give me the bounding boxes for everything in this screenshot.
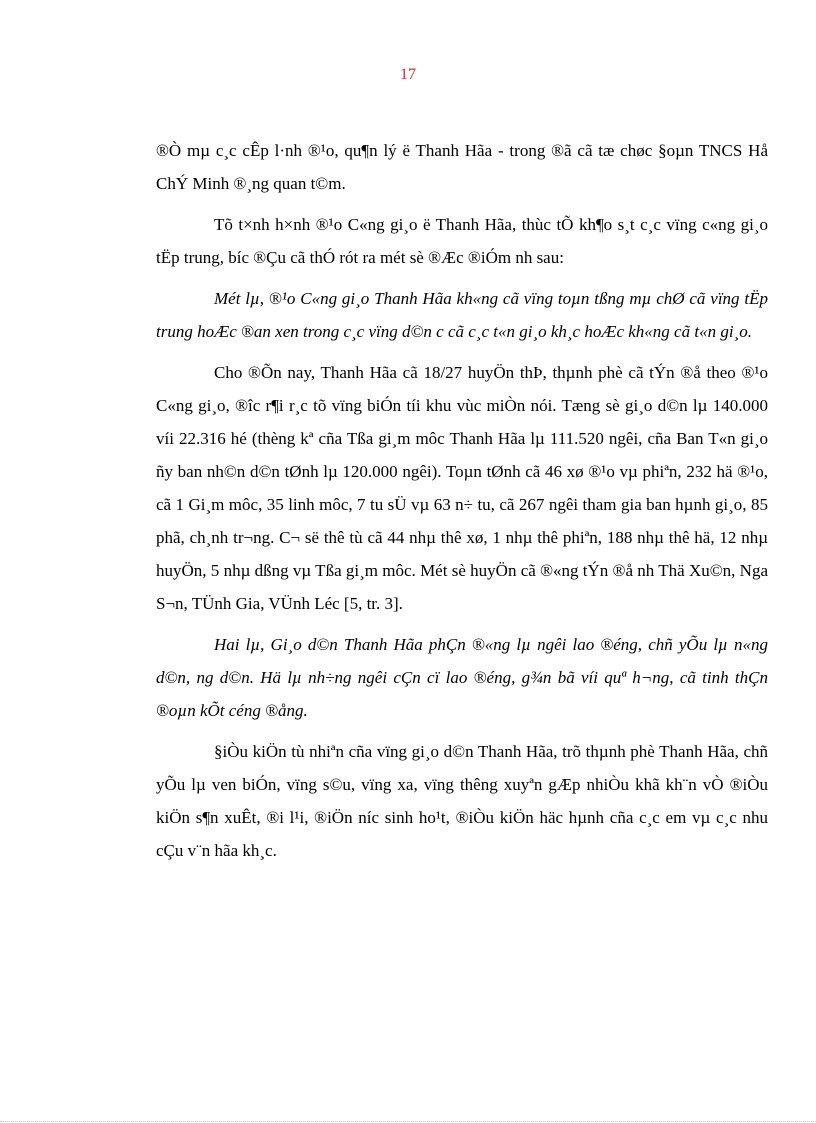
paragraph-intro: Tõ t×nh h×nh ®¹o C«ng gi¸o ë Thanh Hãa, thùc tÕ kh¶o s¸t c¸c vïng c«ng gi¸o tËp trung, bíc ®Çu cã thÓ rót ra mét sè ®Æc ®iÓm nh sau: xyxy=(156,215,768,267)
paragraph-conditions: §iÒu kiÖn tù nhiªn cña vïng gi¸o d©n Thanh Hãa, trõ thµnh phè Thanh Hãa, chñ yÕu lµ ven biÓn, vïng s©u, vïng xa, vïng thêng xuyªn gÆp nhiÒu khã kh¨n vÒ ®iÒu kiÖn s¶n xuÊt, ®i l¹i, ®iÖn níc sinh ho¹t, ®iÒu kiÖn häc hµnh cña c¸c em vµ c¸c nhu cÇu v¨n hãa kh¸c. xyxy=(156,742,768,860)
paragraph-point-one: Mét lµ, ®¹o C«ng gi¸o Thanh Hãa kh«ng cã vïng toµn tßng mµ chØ cã vïng tËp trung hoÆc ®an xen trong c¸c vïng d©n c cã c¸c t«n gi¸o kh¸c hoÆc kh«ng cã t«n gi¸o. xyxy=(156,289,768,341)
paragraph-statistics: Cho ®Õn nay, Thanh Hãa cã 18/27 huyÖn thÞ, thµnh phè cã tÝn ®å theo ®¹o C«ng gi¸o, ®îc r¶i r¸c tõ vïng biÓn tíi khu vùc miÒn nói. Tæng sè gi¸o d©n lµ 140.000 víi 22.316 hé (thèng kª cña Tßa gi¸m môc Thanh Hãa lµ 111.520 ngêi, cña Ban T«n gi¸o ñy ban nh©n d©n tØnh lµ 120.000 ngêi). Toµn tØnh cã 46 xø ®¹o vµ phiªn, 232 hä ®¹o, cã 1 Gi¸m môc, 35 linh môc, 7 tu sÜ vµ 63 n÷ tu, cã 267 ngêi tham gia ban hµnh gi¸o, 85 phã, ch¸nh tr¬ng. C¬ së thê tù cã 44 nhµ thê xø, 1 nhµ thê phiªn, 188 nhµ thê hä, 12 nhµ huyÖn, 5 nhµ dßng vµ Tßa gi¸m môc. Mét sè huyÖn cã ®«ng tÝn ®å nh Thä Xu©n, Nga S¬n, TÜnh Gia, VÜnh Léc [5, tr. 3]. xyxy=(156,363,768,613)
page-number-text: 17 xyxy=(400,66,416,83)
body-text xyxy=(156,134,768,875)
page-number xyxy=(0,66,816,84)
paragraph-continued: ®Ò mµ c¸c cÊp l·nh ®¹o, qu¶n lý ë Thanh Hãa - trong ®ã cã tæ chøc §oµn TNCS Hå ChÝ Minh ®¸ng quan t©m. xyxy=(156,141,768,193)
paragraph-point-two: Hai lµ, Gi¸o d©n Thanh Hãa phÇn ®«ng lµ ngêi lao ®éng, chñ yÕu lµ n«ng d©n, ng d©n. Hä lµ nh÷ng ngêi cÇn cï lao ®éng, g¾n bã víi quª h¬ng, cã tinh thÇn ®oµn kÕt céng ®ång. xyxy=(156,635,768,720)
page-bottom-rule xyxy=(0,1121,816,1122)
